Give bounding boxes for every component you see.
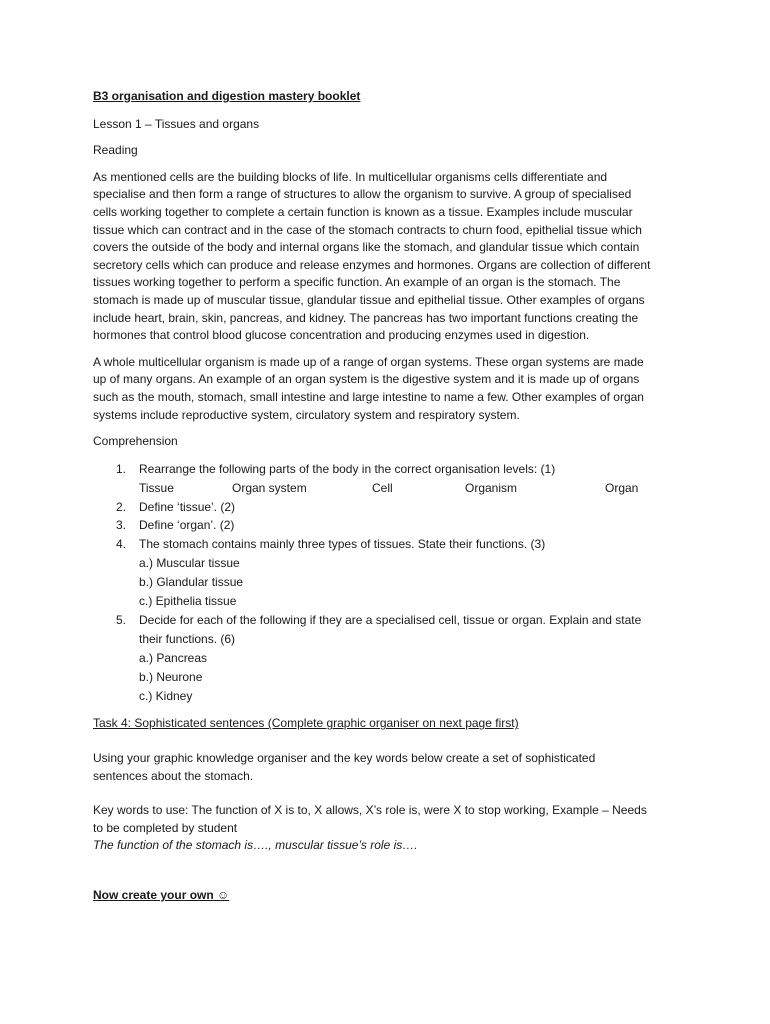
level-term: Organ system (232, 480, 307, 495)
question-number: 4. (116, 537, 127, 552)
question-number: 2. (116, 499, 127, 514)
level-term: Organ (605, 480, 639, 495)
booklet-title: B3 organisation and digestion mastery booklet (93, 89, 361, 103)
sub-question: c.) Kidney (139, 688, 193, 703)
task-heading: Task 4: Sophisticated sentences (Complete graphic organiser on next page first) (93, 716, 519, 731)
organisation-levels (139, 479, 653, 498)
sub-question: b.) Neurone (139, 669, 203, 684)
task-instruction: Using your graphic knowledge organiser and the key words below create a set of sophisticated sentences about the stomach. (93, 751, 596, 783)
question-text: Define ‘organ’. (2) (139, 518, 235, 533)
level-term: Cell (372, 480, 393, 495)
sub-question: a.) Muscular tissue (139, 556, 240, 571)
question-number: 3. (116, 518, 127, 533)
question-number: 5. (116, 612, 127, 627)
level-term: Tissue (139, 480, 174, 495)
reading-heading: Reading (93, 143, 138, 158)
lesson-heading: Lesson 1 – Tissues and organs (93, 116, 260, 131)
question-item (93, 535, 653, 611)
sub-question: c.) Epithelia tissue (139, 594, 237, 609)
question-number: 1. (116, 461, 127, 476)
level-term: Organism (465, 480, 518, 495)
reading-paragraph-2: A whole multicellular organism is made up of a range of organ systems. These organ systems are made up of many organs. An example of an organ system is the digestive system and it is made up of organs such as the mouth, stomach, small intestine and large intestine to name a few. Other examples of organ systems include reproductive system, circulatory system and respiratory system. (93, 354, 644, 422)
now-create-heading: Now create your own ☺ (93, 888, 230, 903)
question-item (93, 498, 653, 517)
sub-question: a.) Pancreas (139, 650, 208, 665)
question-item (93, 460, 653, 498)
document-content (93, 88, 653, 905)
comprehension-heading: Comprehension (93, 434, 178, 449)
question-text: Decide for each of the following if they are a specialised cell, tissue or organ. Explain and state their functions. (6) (139, 612, 642, 646)
question-text: The stomach contains mainly three types of tissues. State their functions. (3) (139, 537, 546, 552)
question-item (93, 611, 653, 706)
question-text: Define ‘tissue’. (2) (139, 499, 236, 514)
example-sentence: The function of the stomach is…., muscular tissue’s role is…. (93, 838, 418, 853)
question-item (93, 516, 653, 535)
question-list (93, 460, 653, 706)
sub-question: b.) Glandular tissue (139, 575, 244, 590)
question-text: Rearrange the following parts of the body in the correct organisation levels: (1) (139, 461, 556, 476)
reading-paragraph-1: As mentioned cells are the building blocks of life. In multicellular organisms cells differentiate and specialise and then form a range of structures to allow the organism to survive. A group of specialised cells working together to complete a certain function is known as a tissue. Examples include muscular tissue which can contract and in the case of the stomach contracts to churn food, epithelial tissue which covers the outside of the body and internal organs like the stomach, and glandular tissue which contain secretory cells which can produce and release enzymes and hormones. Organs are collection of different tissues working together to perform a specific function. An example of an organ is the stomach. The stomach is made up of muscular tissue, glandular tissue and epithelial tissue. Other examples of organs include heart, brain, skin, pancreas, and kidney. The pancreas has two important functions creating the hormones that control blood glucose concentration and producing enzymes used in digestion. (93, 169, 651, 343)
key-words: Key words to use: The function of X is to, X allows, X’s role is, were X to stop working, Example – Needs to be completed by student (93, 803, 647, 835)
